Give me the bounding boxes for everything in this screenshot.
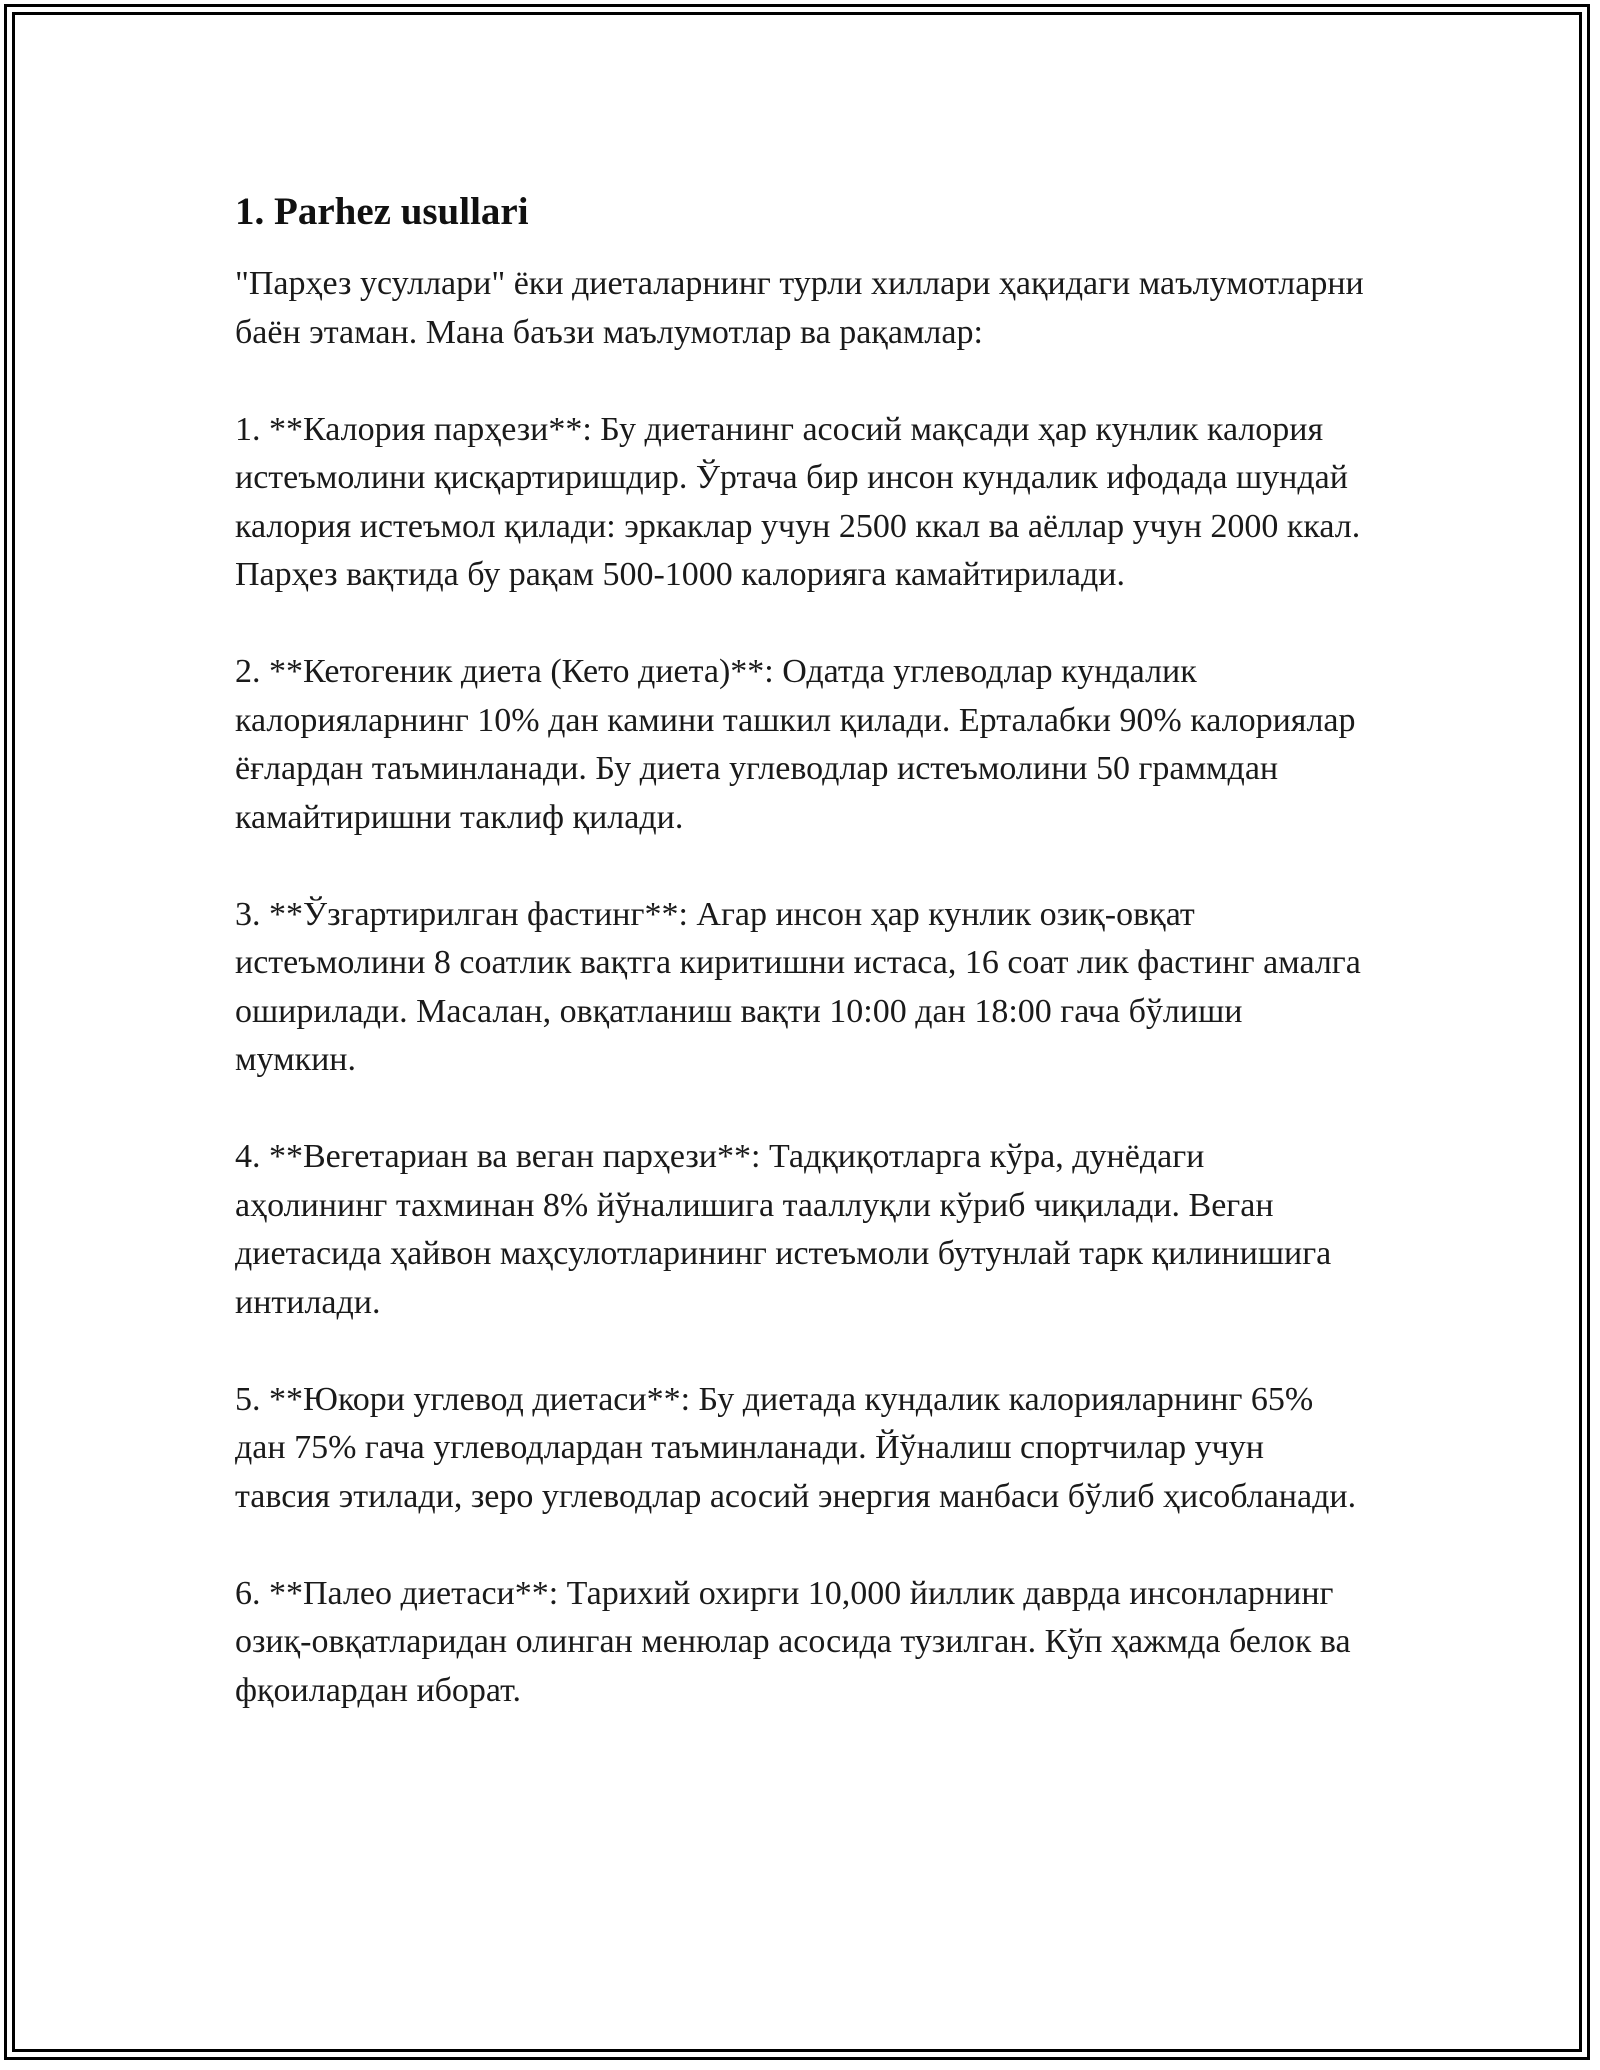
document-body — [235, 186, 1365, 1715]
list-item-calorie-diet: 1. **Калория парҳези**: Бу диетанинг асосий мақсади ҳар кунлик калория истеъмолини қисқартиришдир. Ўртача бир инсон кундалик ифодада шундай калория истеъмол қилади: эркаклар учун 2500 ккал ва аёллар учун 2000 ккал. Парҳез вақтида бу рақам 500-1000 калорияга камайтирилади. — [235, 410, 1361, 593]
list-item-paleo-diet: 6. **Палео диетаси**: Тарихий охирги 10,000 йиллик даврда инсонларнинг озиқ-овқатларидан олинган менюлар асосида тузилган. Кўп ҳажмда белок ва фқоилардан иборат. — [235, 1574, 1351, 1709]
list-item-vegetarian-diet: 4. **Вегетариан ва веган парҳези**: Тадқиқотларга кўра, дунёдаги аҳолининг тахминан 8% йўналишига тааллуқли кўриб чиқилади. Веган диетасида ҳайвон маҳсулотларининг истеъмоли бутунлай тарк қилинишига интилади. — [235, 1138, 1332, 1321]
list-item-fasting: 3. **Ўзгартирилган фастинг**: Агар инсон ҳар кунлик озиқ-овқат истеъмолини 8 соатлик вақтга киритишни истаса, 16 соат лик фастинг амалга оширилади. Масалан, овқатланиш вақти 10:00 дан 18:00 гача бўлиши мумкин. — [235, 895, 1361, 1078]
page-title: 1. Parhez usullari — [235, 190, 529, 233]
list-item-keto-diet: 2. **Кетогеник диета (Кето диета)**: Одатда углеводлар кундалик калорияларнинг 10% дан камини ташкил қилади. Ерталабки 90% калориялар ёғлардан таъминланади. Бу диета углеводлар истеъмолини 50 граммдан камайтиришни таклиф қилади. — [235, 653, 1356, 836]
intro-paragraph: "Парҳез усуллари" ёки диеталарнинг турли хиллари ҳақидаги маълумотларни баён этаман. Мана баъзи маълумотлар ва рақамлар: — [235, 265, 1364, 351]
list-item-high-carb-diet: 5. **Юкори углевод диетаси**: Бу диетада кундалик калорияларнинг 65% дан 75% гача углеводлардан таъминланади. Йўналиш спортчилар учун тавсия этилади, зеро углеводлар асосий энергия манбаси бўлиб ҳисобланади. — [235, 1380, 1357, 1515]
